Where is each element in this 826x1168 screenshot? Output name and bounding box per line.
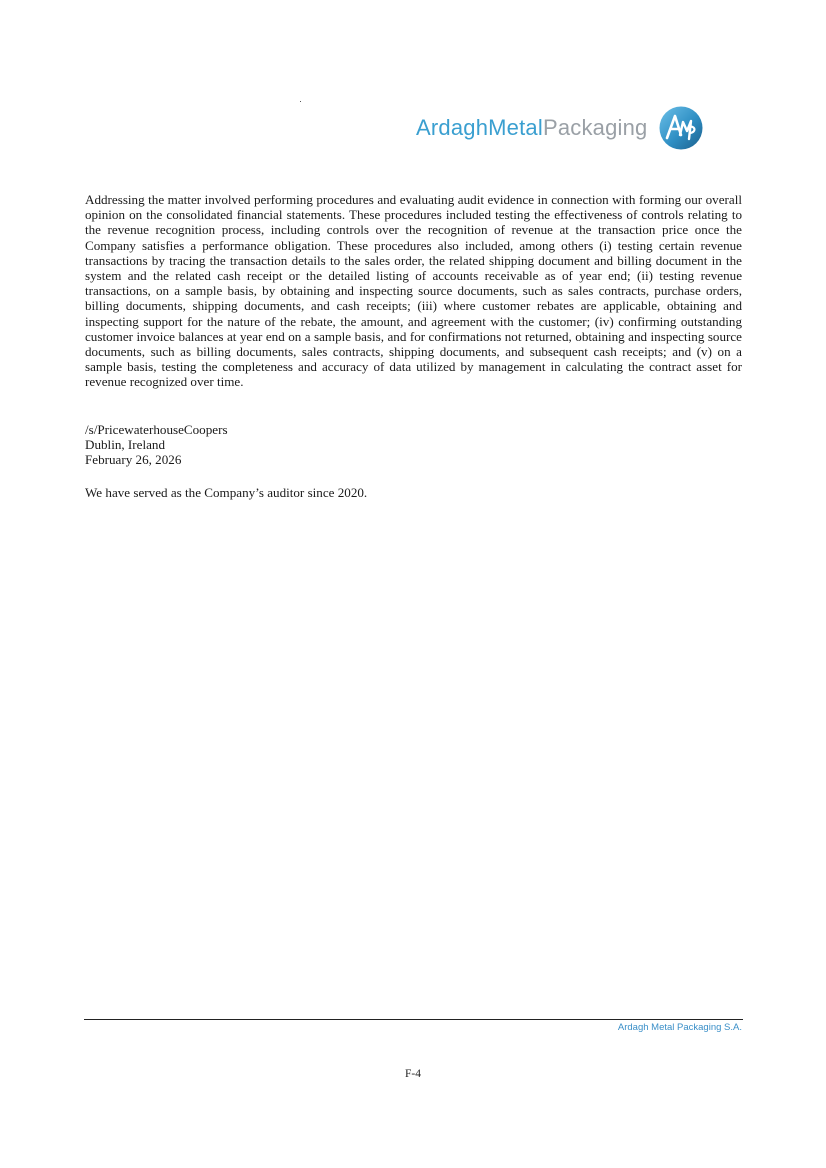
logo-word-packaging: Packaging xyxy=(542,115,648,140)
signature-date: February 26, 2026 xyxy=(85,452,182,468)
signer-name: /s/PricewaterhouseCoopers xyxy=(85,422,228,437)
logo-wordmark xyxy=(416,117,648,139)
stray-mark xyxy=(300,101,301,102)
company-logo xyxy=(416,103,726,153)
amp-monogram-icon xyxy=(658,105,704,151)
page-number: F-4 xyxy=(405,1068,421,1080)
footer-divider xyxy=(84,1019,743,1020)
signature-location: Dublin, Ireland xyxy=(85,437,165,453)
auditor-tenure-statement: We have served as the Company’s auditor since 2020. xyxy=(85,485,368,500)
auditor-signature-block xyxy=(85,422,228,468)
logo-word-ardagh: Ardagh xyxy=(416,115,489,140)
logo-word-metal: Metal xyxy=(488,115,543,140)
audit-procedures-paragraph: Addressing the matter involved performing procedures and evaluating audit evidence in connection with forming our overall opinion on the consolidated financial statements. These procedures included testing the effectiveness of controls relating to the revenue recognition process, including controls over the recognition of revenue at the transaction price once the Company satisfies a performance obligation. These procedures also included, among others (i) testing certain revenue transactions by tracing the transaction details to the sales order, the related shipping document and billing document in the system and the related cash receipt or the detailed listing of accounts receivable as of year end; (ii) testing revenue transactions, on a sample basis, by obtaining and inspecting source documents, such as sales contracts, purchase orders, billing documents, shipping documents, and cash receipts; (iii) where customer rebates are applicable, obtaining and inspecting support for the nature of the rebate, the amount, and agreement with the customer; (iv) confirming outstanding customer invoice balances at year end on a sample basis, and for confirmations not returned, obtaining and inspecting source documents, such as billing documents, sales contracts, shipping documents, and subsequent cash receipts; and (v) on a sample basis, testing the completeness and accuracy of data utilized by management in calculating the contract asset for revenue recognized over time. xyxy=(85,192,742,390)
footer-company-name: Ardagh Metal Packaging S.A. xyxy=(617,1022,742,1033)
